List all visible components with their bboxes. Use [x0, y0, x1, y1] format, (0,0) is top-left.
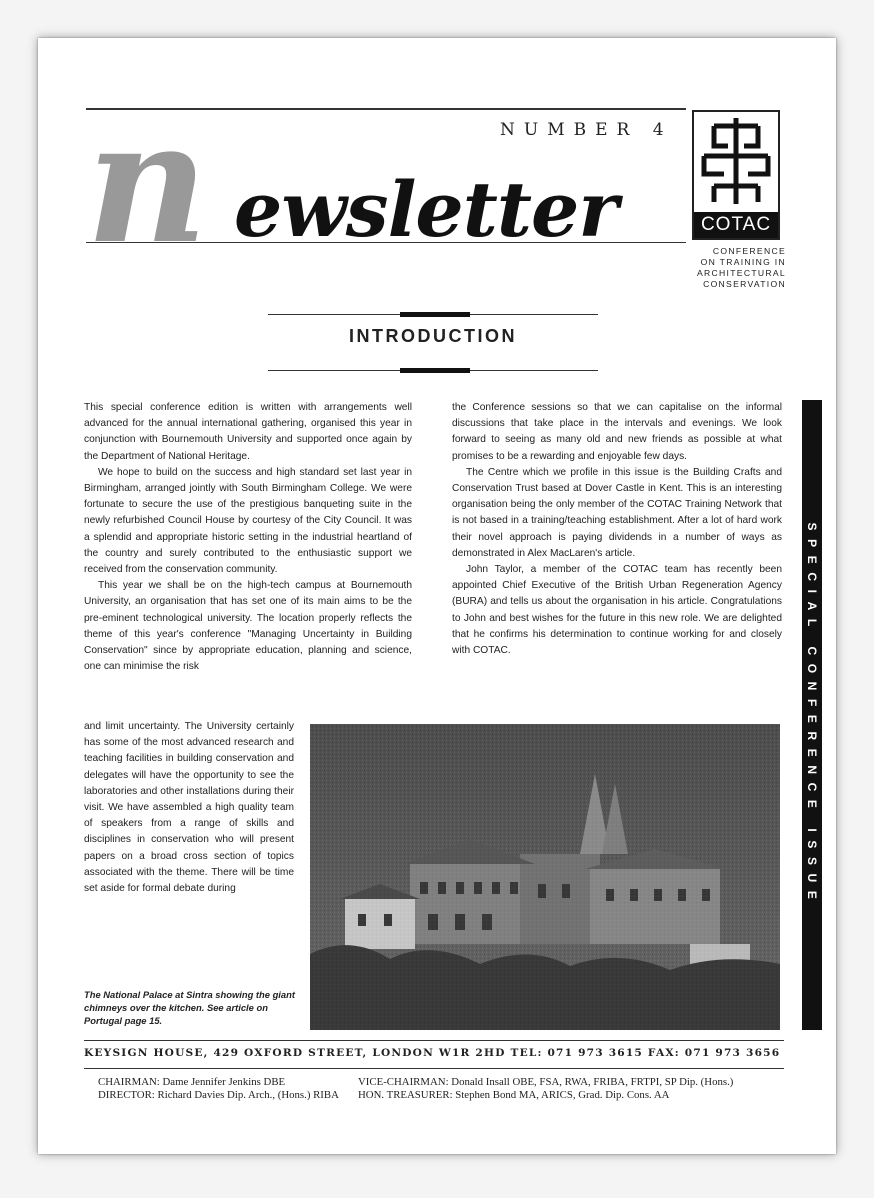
title-initial: n [86, 83, 209, 281]
logo-subtitle-line: CONSERVATION [703, 279, 786, 289]
logo-subtitle [686, 246, 786, 290]
cotac-emblem-icon [694, 112, 778, 210]
title-rest: ewsletter [234, 165, 618, 254]
logo-subtitle-line: ON TRAINING IN [700, 257, 786, 267]
footer-rule-bottom [84, 1068, 784, 1069]
officers-right [358, 1076, 733, 1102]
officers-left [98, 1076, 339, 1102]
cotac-logo [692, 110, 780, 240]
footer-address: KEYSIGN HOUSE, 429 OXFORD STREET, LONDON W1R 2HD TEL: 071 973 3615 FAX: 071 973 3656 [84, 1047, 781, 1059]
section-heading: INTRODUCTION [349, 326, 517, 346]
palace-illustration [310, 724, 780, 1030]
issue-number: NUMBER 4 [500, 120, 673, 140]
newsletter-page [38, 38, 836, 1154]
article-column-left-continued [84, 719, 294, 897]
footer-rule-top [84, 1040, 784, 1041]
photo-caption: The National Palace at Sintra showing the giant chimneys over the kitchen. See article on Portugal page 15. [84, 989, 295, 1026]
article-paragraph: the Conference sessions so that we can capitalise on the informal discussions that take place in the intervals and evenings. We look forward to seeing as many old and new friends as possible at what promises to be a rewarding and enjoyable few days. [452, 402, 782, 462]
sidebar-label: SPECIAL CONFERENCE ISSUE [805, 522, 819, 908]
palace-photo [310, 724, 780, 1030]
heading-rule-top-bar [400, 312, 470, 317]
article-paragraph: This special conference edition is written with arrangements well advanced for the annual international gathering, organised this year in conjunction with Bournemouth University and supported once again by the Department of National Heritage. [84, 402, 412, 462]
article-column-right [452, 400, 782, 659]
article-paragraph: We hope to build on the success and high standard set last year in Birmingham, arranged jointly with South Birmingham College. We were fortunate to secure the use of the prestigious banqueting suite in the newly refurbished Council House by courtesy of the City Council. It was a splendid and appropriate historic setting in the industrial heartland of the country and surely contributed to the enthusiastic support we received from the conservation community. [84, 466, 412, 576]
article-column-left [84, 400, 412, 675]
logo-wordmark: COTAC [694, 212, 778, 238]
officer-line: CHAIRMAN: Dame Jennifer Jenkins DBE [98, 1076, 286, 1088]
heading-rule-bottom-bar [400, 368, 470, 373]
logo-subtitle-line: ARCHITECTURAL [697, 268, 786, 278]
officer-line: DIRECTOR: Richard Davies Dip. Arch., (Hons.) RIBA [98, 1089, 339, 1101]
logo-subtitle-line: CONFERENCE [712, 246, 786, 256]
officer-line: VICE-CHAIRMAN: Donald Insall OBE, FSA, RWA, FRIBA, FRTPI, SP Dip. (Hons.) [358, 1076, 734, 1088]
article-paragraph: The Centre which we profile in this issue is the Building Crafts and Conservation Trust based at Dover Castle in Kent. This is an interesting organisation being the only member of the COTAC Training Network that is not based in a training/teaching establishment. After a lot of hard work their novel approach is paying dividends in a number of ways as demonstrated in Alex MacLaren's article. [452, 466, 782, 559]
officer-line: HON. TREASURER: Stephen Bond MA, ARICS, Grad. Dip. Cons. AA [358, 1089, 670, 1101]
newsletter-title [86, 83, 706, 281]
article-paragraph: John Taylor, a member of the COTAC team has recently been appointed Chief Executive of the British Urban Regeneration Agency (BURA) and tells us about the organisation in his article. Congratulations to John and best wishes for the future in this new role. We are delighted that he confirms his determination to continue working for and closely with COTAC. [452, 564, 782, 657]
article-paragraph: This year we shall be on the high-tech campus at Bournemouth University, an organisation that has set one of its main aims to be the pre-eminent technological university. The location properly reflects the theme of this year's conference "Managing Uncertainty in Building Conservation" since by appropriate education, planning and science, one can minimise the risk [84, 580, 412, 673]
special-issue-sidebar [802, 400, 822, 1030]
article-paragraph: and limit uncertainty. The University certainly has some of the most advanced research and teaching facilities in building conservation and delegates will have the opportunity to see the laboratories and other installations during their visit. We have assembled a high quality team of speakers from a range of skills and disciplines in conservation who will present papers on a broad cross section of topics associated with the theme. There will be time set aside for formal debate during [84, 721, 294, 895]
